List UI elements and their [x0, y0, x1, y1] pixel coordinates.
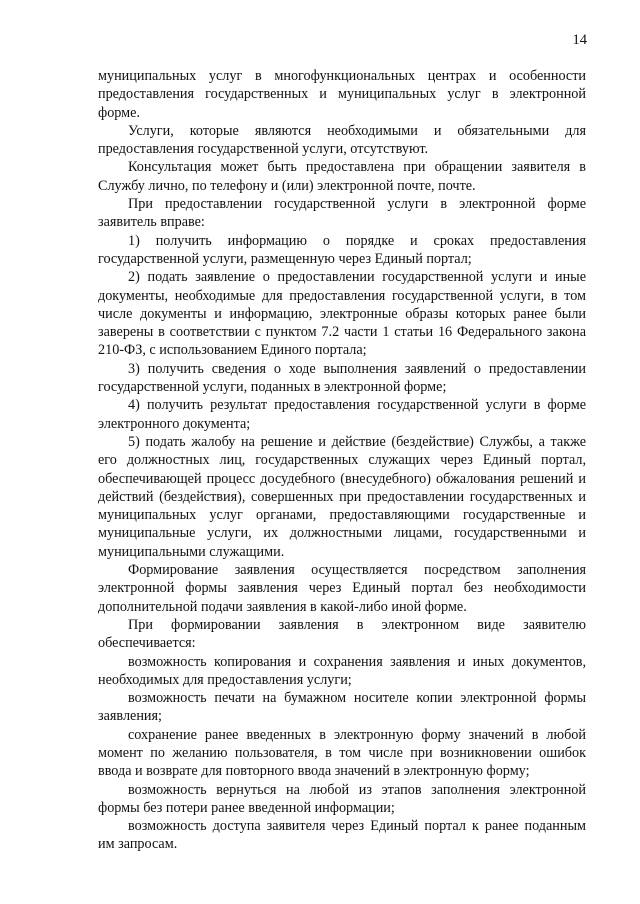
page-number: 14 [572, 32, 587, 48]
paragraph: 2) подать заявление о предоставлении государственной услуги и иные документы, необходимые для предоставления государственной услуги, в том числе документы и информацию, электронные образы которых ранее были заверены в соответствии с пунктом 7.2 части 1 статьи 16 Федерального закона 210-ФЗ, с использованием Единого портала; [98, 269, 586, 359]
paragraph: При предоставлении государственной услуги в электронной форме заявитель вправе: [98, 196, 586, 231]
paragraph: 3) получить сведения о ходе выполнения заявлений о предоставлении государственной услуги, поданных в электронной форме; [98, 360, 586, 396]
paragraph: 4) получить результат предоставления государственной услуги в форме электронного документа; [98, 397, 586, 432]
paragraph: 1) получить информацию о порядке и сроках предоставления государственной услуги, размещенную через Единый портал; [98, 232, 586, 267]
paragraph: возможность печати на бумажном носителе копии электронной формы заявления; [98, 690, 586, 725]
paragraph: Формирование заявления осуществляется посредством заполнения электронной формы заявления через Единый портал без необходимости дополнительной подачи заявления в какой-либо иной форме. [98, 562, 586, 615]
paragraph: муниципальных услуг в многофункциональных центрах и особенности предоставления государственных и муниципальных услуг в электронной форме. [98, 68, 586, 121]
paragraph: Консультация может быть предоставлена при обращении заявителя в Службу лично, по телефону и (или) электронной почте, почте. [98, 159, 586, 194]
document-body [98, 67, 586, 854]
paragraph: возможность копирования и сохранения заявления и иных документов, необходимых для предоставления услуги; [98, 653, 586, 688]
paragraph: 5) подать жалобу на решение и действие (бездействие) Службы, а также его должностных лиц, государственных служащих через Единый портал, обеспечивающей процесс досудебного (внесудебного) обжалования решений и действий (бездействия), совершенных при предоставлении государственных и муниципальных услуг органами, предоставляющими государственные и муниципальные услуги, их должностными лицами, государственными и муниципальными служащими. [98, 433, 586, 560]
paragraph: сохранение ранее введенных в электронную форму значений в любой момент по желанию пользователя, в том числе при возникновении ошибок ввода и возврате для повторного ввода значений в электронную форму; [98, 726, 586, 780]
paragraph: возможность доступа заявителя через Единый портал к ранее поданным им запросам. [98, 818, 586, 853]
paragraph: Услуги, которые являются необходимыми и обязательными для предоставления государственной услуги, отсутствуют. [98, 122, 586, 158]
paragraph: При формировании заявления в электронном виде заявителю обеспечивается: [98, 616, 586, 652]
paragraph: возможность вернуться на любой из этапов заполнения электронной формы без потери ранее введенной информации; [98, 781, 586, 816]
